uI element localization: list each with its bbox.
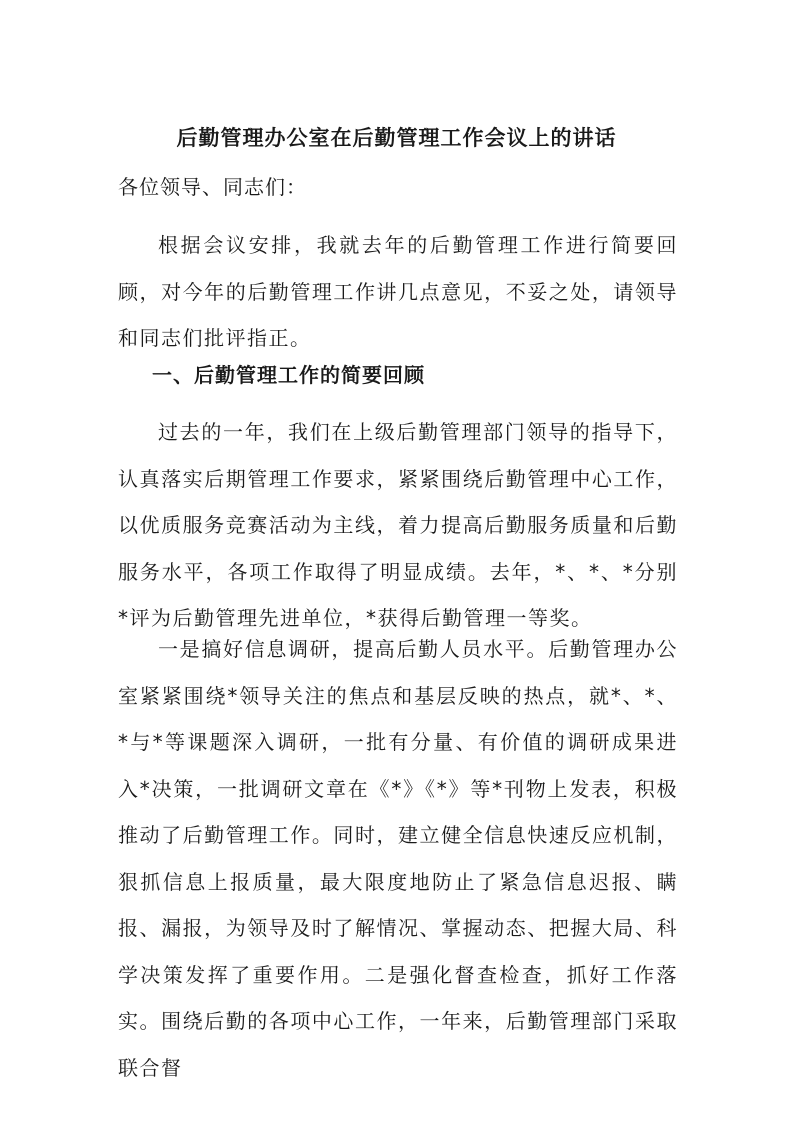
document-title: 后勤管理办公室在后勤管理工作会议上的讲话	[176, 126, 617, 150]
salutation: 各位领导、同志们：	[118, 175, 307, 199]
body-paragraph: 根据会议安排，我就去年的后勤管理工作进行简要回顾，对今年的后勤管理工作讲几点意见，不妥之处，请领导和同志们批评指正。	[118, 233, 678, 350]
body-paragraph: 一是搞好信息调研，提高后勤人员水平。后勤管理办公室紧紧围绕*领导关注的焦点和基层反映的热点，就*、*、*与*等课题深入调研，一批有分量、有价值的调研成果进入*决策，一批调研文章在《*》《*》等*刊物上发表，积极推动了后勤管理工作。同时，建立健全信息快速反应机制，狠抓信息上报质量，最大限度地防止了紧急信息迟报、瞒报、漏报，为领导及时了解情况、掌握动态、把握大局、科学决策发挥了重要作用。二是强化督查检查，抓好工作落实。围绕后勤的各项中心工作，一年来，后勤管理部门采取联合督	[118, 637, 678, 1080]
section-heading: 一、后勤管理工作的简要回顾	[152, 363, 425, 387]
body-paragraph: 过去的一年，我们在上级后勤管理部门领导的指导下，认真落实后期管理工作要求，紧紧围绕后勤管理中心工作，以优质服务竞赛活动为主线，着力提高后勤服务质量和后勤服务水平，各项工作取得了明显成绩。去年，*、*、*分别*评为后勤管理先进单位，*获得后勤管理一等奖。	[118, 420, 678, 630]
